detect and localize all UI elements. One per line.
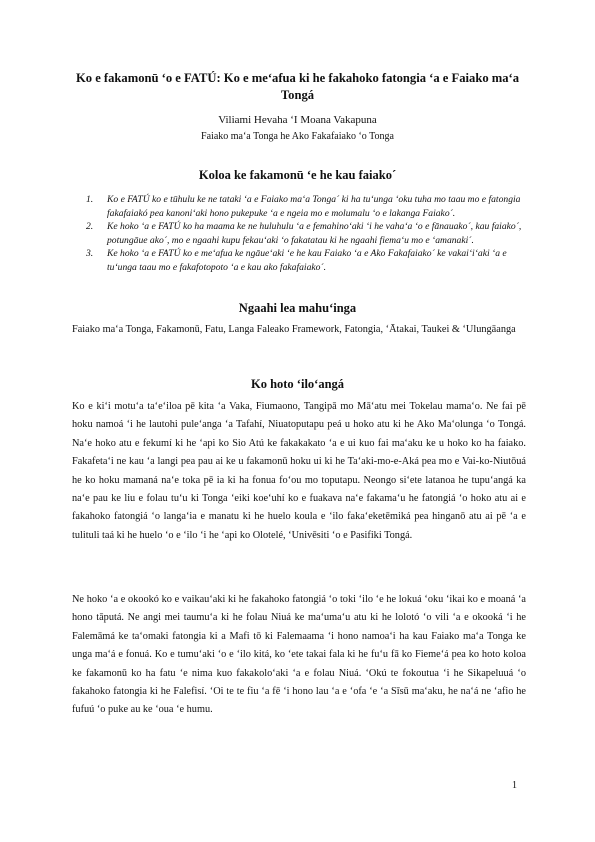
paper-title: Ko e fakamonū ‘o e FATÚ: Ko e me‘afua ki he fakahoko fatongia ‘a e Faiako ma‘a Tongá	[75, 71, 520, 102]
keywords-heading: Ngaahi lea mahu‘inga	[238, 301, 357, 315]
abstract-item	[86, 247, 526, 274]
section-heading: Ko hoto ‘ilo‘angá	[250, 377, 345, 391]
abstract-item-text: Ko e FATÚ ko e tūhulu ke ne tataki ‘a e Faiako ma‘a Tonga´ ki ha tu‘unga ‘oku tuha mo taau mo e fatongia fakafaiakó pea kanoni‘aki hono pukepuke ‘a e ngeia mo e molumalu ‘o e lakanga Faiako´.	[107, 194, 521, 219]
author-affiliation: Faiako ma‘a Tonga he Ako Fakafaiako ‘o Tonga	[201, 131, 394, 142]
body-paragraph: Ne hoko ‘a e okookó ko e vaikau‘aki ki he fakahoko fatongiá ‘o toki ‘ilo ‘e he lokuá ‘oku ‘ikai ko e moaná ‘a hono tāputá. Ne angi mei taumu‘a ki he folau Niuá ke ma‘uma‘u atu ki he lolotó ‘o vili ‘a e okooká ‘i he Falemāmá ke ta‘omaki fatongia ki a Mafi tō ki Falemaama ‘i hono namoa‘i ha kau Faiako ma‘a Tonga ke unga ma‘á e fonuá. Ko e tumu‘aki ‘o e ‘ilo kitá, ko ‘ete takai fala ki he fu‘u fā ko Fieme‘á pea ko hoto koloa ke fakamonū ko ha fatu ‘e nima kuo fakakolo‘aki ‘a e folau Niuá. ‘Okú te fokoutua ‘i he Sikapeluuá ‘o fakahoko fatongia ki he Falefisí. ‘Oi te te fiu ‘a fē ‘i hono lau ‘a e ‘ofa ‘e ‘a Sīsū ma‘aku, he na‘á ne ‘afio he fufuú ‘o puke au ke ‘oua ‘e humu.	[72, 594, 526, 716]
author-name: Viliami Hevaha ‘I Moana Vakapuna	[218, 114, 377, 126]
abstract-item	[86, 193, 526, 220]
abstract-item-number: 2.	[86, 221, 94, 232]
abstract-heading: Koloa ke fakamonū ‘e he kau faiako´	[198, 168, 397, 182]
keywords-text: Faiako ma‘a Tonga, Fakamonū, Fatu, Langa Faleako Framework, Fatongia, ‘Ātakai, Taukei & ‘Ulungāanga	[72, 324, 516, 335]
abstract-list	[86, 193, 526, 274]
abstract-item-text: Ke hoko ‘a e FATÚ ko ha maama ke ne huluhulu ‘a e femahino‘aki ‘i he vaha‘a ‘o e fānauako´, kau faiako´, potungāue ako´, mo e ngaahi kupu fekau‘aki ‘o fakatatau ki he ngaahi fiema‘u mo e ‘amanaki´.	[107, 221, 522, 246]
body-paragraph: Ko e ki‘i motu‘a ta‘e‘iloa pē kita ‘a Vaka, Fiumaono, Tangipā mo Mā‘atu mei Tokelau mama‘o. Ne fai pē hoku namoá ‘i he lautohi pule‘anga ‘a Tafahí, Niuatoputapu peá u hoko atu ki he Ako Ma‘olunga ‘o Tongá. Na‘e hoko atu e fekumí ki he ‘api ko Sio Atú ke fakakakato ‘a e ui kuo fai ma‘aku ke u hoko ko ha faiako. Fakafeta‘i ne kau ‘a langi pea pau ai ke u fakamonū hoku ui ki he Ta‘aki-mo-e-Aká pea mo e Vai-ko-Niutōuá he ko hoku mamaná na‘e toka pē ia ki ha fonua fo‘ou mo toputapu. Neongo si‘ete latanoa he tupu‘angá ka na‘e pau ke liu e folau tu‘u ki Tonga ‘eiki koe‘uhí ko e fuakava na‘e fakama‘u he fatongiá ‘o hoko atu ai e fakahoko fatongiá ‘o langa‘ia e manatu ki he huelo koula e ‘ilo faka‘eketēmiká pea hinganō atu ai pē ‘a e tulituli taá ki he huelo ‘o e ‘ilo ‘i he ‘api ko Olotelé, ‘Univēsiti ‘o e Pasifiki Tongá.	[72, 401, 526, 541]
abstract-item-text: Ke hoko ‘a e FATÚ ko e me‘afua ke ngāue‘aki ‘e he kau Faiako ‘a e Ako Fakafaiako´ ke vakai‘i‘aki ‘a e tu‘unga taau mo e fakafotopoto ‘a e kau ako fakafaiako´.	[107, 248, 507, 273]
abstract-item	[86, 220, 526, 247]
abstract-item-number: 3.	[86, 248, 94, 259]
page-number: 1	[512, 780, 517, 791]
abstract-item-number: 1.	[86, 194, 94, 205]
